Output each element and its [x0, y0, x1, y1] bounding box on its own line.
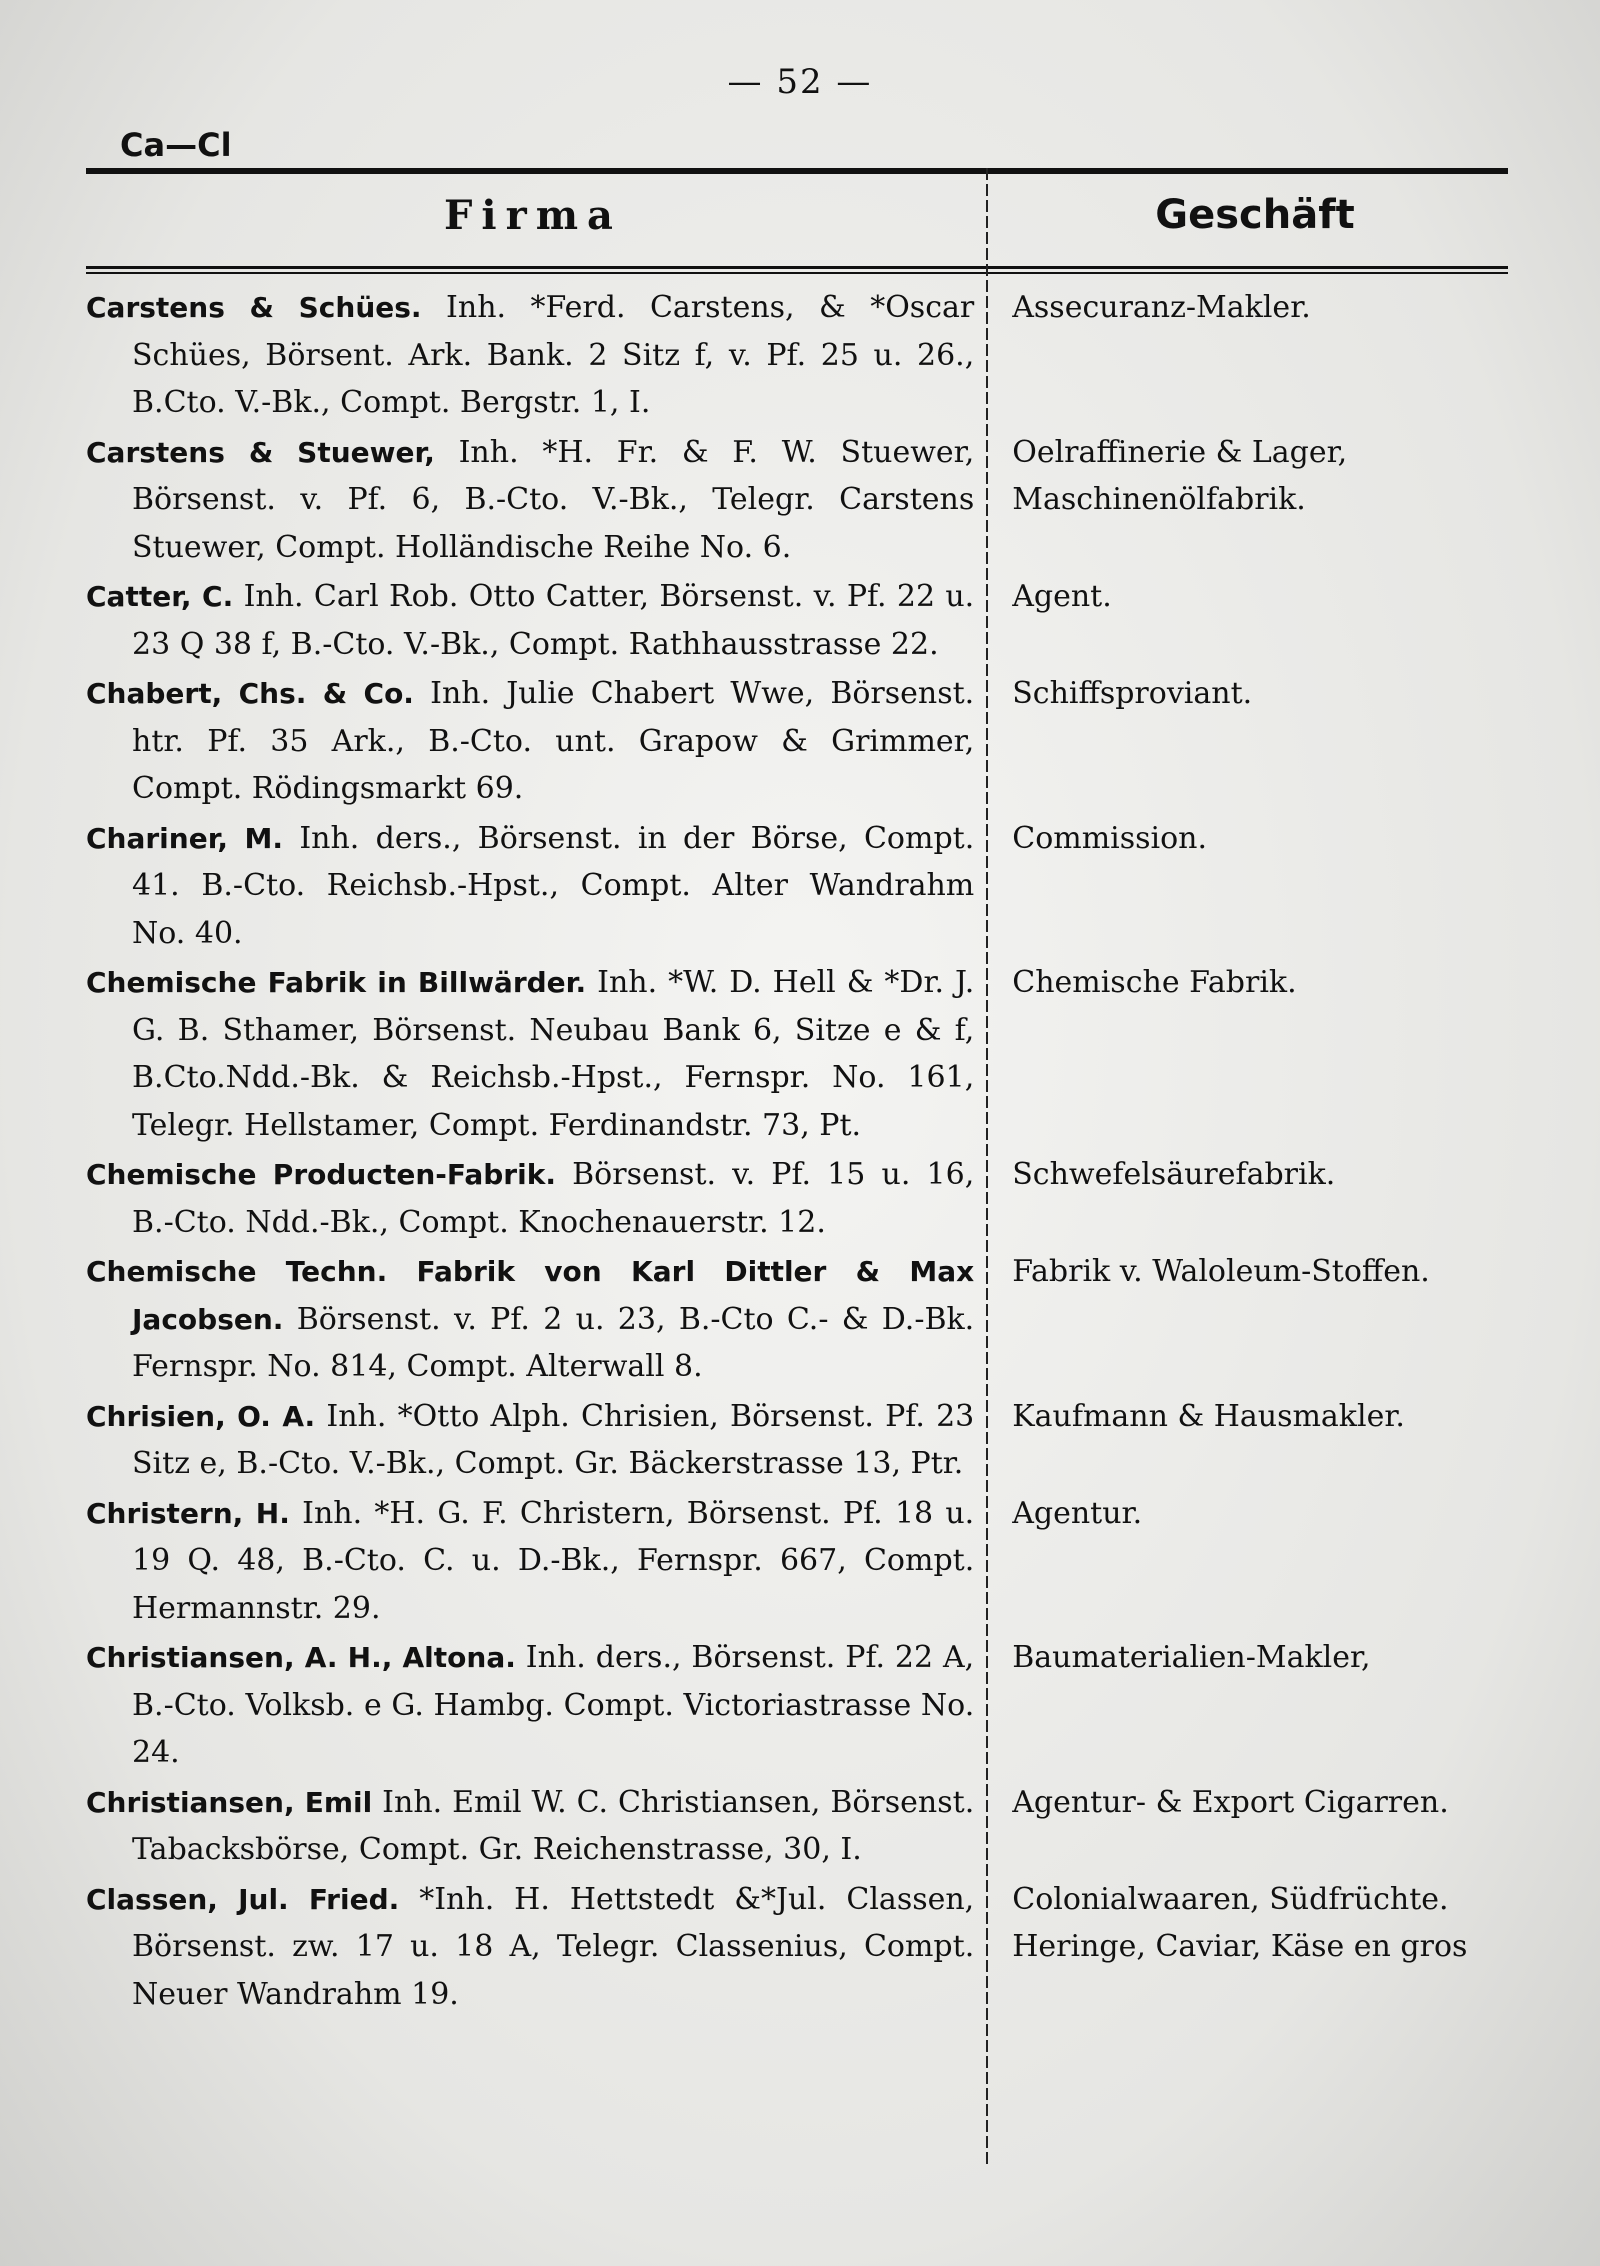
firm-details: Inh. ders., Börsenst. in der Börse, Compt. 41. B.-Cto. Reichsb.-Hpst., Compt. Alter Wandrahm No. 40.: [132, 820, 975, 951]
entry-list: [86, 284, 1510, 2020]
business-line: Heringe, Caviar, Käse en gros: [1012, 1929, 1468, 1964]
firm-details: Inh. *W. D. Hell & *Dr. J. G. B. Sthamer, Börsenst. Neubau Bank 6, Sitze e & f, B.Cto.Ndd.-Bk. & Reichsb.-Hpst., Fernspr. No. 161, Telegr. Hellstamer, Compt. Ferdinandstr. 73, Pt.: [132, 965, 975, 1143]
business-line: Schiffsproviant.: [1012, 676, 1253, 711]
business-cell: [1012, 1151, 1510, 1199]
firm-details: Inh. Emil W. C. Christiansen, Börsenst. Tabacksbörse, Compt. Gr. Reichenstrasse, 30, I.: [132, 1784, 975, 1867]
firm-cell: [86, 1634, 978, 1777]
directory-entry: [86, 815, 1510, 958]
business-line: Fabrik v. Waloleum-Stoffen.: [1012, 1254, 1430, 1289]
firm-name: Chemische Techn. Fabrik von Karl Dittler & Max Jacobsen.: [86, 1255, 975, 1336]
firm-name: Christern, H.: [86, 1496, 290, 1530]
firm-details: Inh. Carl Rob. Otto Catter, Börsenst. v. Pf. 22 u. 23 Q 38 f, B.-Cto. V.-Bk., Compt. Rathhausstrasse 22.: [132, 579, 975, 662]
business-cell: [1012, 1490, 1510, 1538]
business-line: Agent.: [1012, 579, 1112, 614]
business-line: Schwefelsäurefabrik.: [1012, 1157, 1336, 1192]
firm-cell: [86, 1490, 978, 1633]
firm-details: Inh. *Otto Alph. Chrisien, Börsenst. Pf. 23 Sitz e, B.-Cto. V.-Bk., Compt. Gr. Bäckerstrasse 13, Ptr.: [132, 1398, 975, 1481]
firm-name: Christiansen, Emil: [86, 1785, 373, 1819]
business-line: Assecuranz-Makler.: [1012, 290, 1311, 325]
firm-cell: [86, 815, 978, 958]
business-line: Baumaterialien-Makler,: [1012, 1640, 1371, 1675]
directory-entry: [86, 1876, 1510, 2019]
firm-details: Inh. Julie Chabert Wwe, Börsenst. htr. Pf. 35 Ark., B.-Cto. unt. Grapow & Grimmer, Compt. Rödingsmarkt 69.: [132, 676, 975, 806]
firm-cell: [86, 959, 978, 1149]
business-line: Colonialwaaren, Südfrüchte.: [1012, 1881, 1449, 1917]
business-line: Agentur- & Export Cigarren.: [1012, 1784, 1449, 1820]
directory-entry: [86, 1490, 1510, 1633]
directory-entry: [86, 429, 1510, 572]
firm-cell: [86, 670, 978, 813]
firm-name: Carstens & Stuewer,: [86, 435, 435, 469]
business-cell: [1012, 959, 1510, 1007]
firm-details: *Inh. H. Hettstedt &*Jul. Classen, Börsenst. zw. 17 u. 18 A, Telegr. Classenius, Compt. Neuer Wandrahm 19.: [132, 1881, 975, 2012]
firm-cell: [86, 1151, 978, 1246]
directory-entry: [86, 284, 1510, 427]
business-line: Commission.: [1012, 820, 1208, 856]
business-cell: [1012, 670, 1510, 718]
firm-cell: [86, 1248, 978, 1391]
column-header-firma: Firma: [444, 192, 622, 239]
business-cell: [1012, 815, 1510, 863]
directory-entry: [86, 1151, 1510, 1246]
firm-details: Börsenst. v. Pf. 15 u. 16, B.-Cto. Ndd.-Bk., Compt. Knochenauerstr. 12.: [132, 1157, 975, 1240]
firm-name: Chabert, Chs. & Co.: [86, 677, 414, 710]
firm-name: Chariner, M.: [86, 821, 284, 855]
business-cell: [1012, 1779, 1510, 1827]
directory-entry: [86, 1393, 1510, 1488]
firm-cell: [86, 573, 978, 668]
firm-name: Catter, C.: [86, 580, 234, 613]
directory-entry: [86, 1634, 1510, 1777]
firm-cell: [86, 429, 978, 572]
business-cell: [1012, 573, 1510, 621]
column-header-rule: [86, 266, 1508, 274]
firm-name: Christiansen, A. H., Altona.: [86, 1641, 516, 1674]
business-cell: [1012, 1876, 1510, 1971]
business-line: Kaufmann & Hausmakler.: [1012, 1398, 1405, 1434]
firm-name: Chrisien, O. A.: [86, 1399, 316, 1433]
directory-entry: [86, 573, 1510, 668]
firm-name: Chemische Producten-Fabrik.: [86, 1158, 556, 1191]
business-line: Chemische Fabrik.: [1012, 965, 1297, 1000]
section-label: Ca—Cl: [120, 126, 232, 164]
business-cell: [1012, 1248, 1510, 1296]
firm-name: Carstens & Schües.: [86, 291, 422, 324]
directory-entry: [86, 670, 1510, 813]
directory-entry: [86, 959, 1510, 1149]
business-cell: [1012, 1634, 1510, 1682]
firm-cell: [86, 1876, 978, 2019]
firm-name: Chemische Fabrik in Billwärder.: [86, 966, 587, 999]
firm-name: Classen, Jul. Fried.: [86, 1882, 400, 1916]
firm-details: Inh. *H. Fr. & F. W. Stuewer, Börsenst. v. Pf. 6, B.-Cto. V.-Bk., Telegr. Carstens Stuewer, Compt. Holländische Reihe No. 6.: [132, 434, 975, 565]
firm-details: Inh. *Ferd. Carstens, & *Oscar Schües, Börsent. Ark. Bank. 2 Sitz f, v. Pf. 25 u. 26., B.Cto. V.-Bk., Compt. Bergstr. 1, I.: [132, 290, 975, 420]
business-line: Agentur.: [1012, 1495, 1143, 1531]
page-number: — 52 —: [727, 62, 873, 102]
business-line: Oelraffinerie & Lager,: [1012, 434, 1348, 470]
directory-entry: [86, 1248, 1510, 1391]
firm-cell: [86, 284, 978, 427]
firm-details: Inh. *H. G. F. Christern, Börsenst. Pf. 18 u. 19 Q. 48, B.-Cto. C. u. D.-Bk., Fernspr. 667, Compt. Hermannstr. 29.: [132, 1495, 975, 1626]
firm-details: Börsenst. v. Pf. 2 u. 23, B.-Cto C.- & D.-Bk. Fernspr. No. 814, Compt. Alterwall 8.: [132, 1301, 975, 1384]
column-header-geschaeft: Geschäft: [1155, 192, 1355, 238]
directory-entry: [86, 1779, 1510, 1874]
business-cell: [1012, 429, 1510, 524]
business-cell: [1012, 1393, 1510, 1441]
firm-cell: [86, 1393, 978, 1488]
business-line: Maschinenölfabrik.: [1012, 482, 1306, 517]
business-cell: [1012, 284, 1510, 332]
firm-cell: [86, 1779, 978, 1874]
firm-details: Inh. ders., Börsenst. Pf. 22 A, B.-Cto. Volksb. e G. Hambg. Compt. Victoriastrasse No. 24.: [132, 1640, 975, 1770]
header-rule: [86, 168, 1508, 174]
